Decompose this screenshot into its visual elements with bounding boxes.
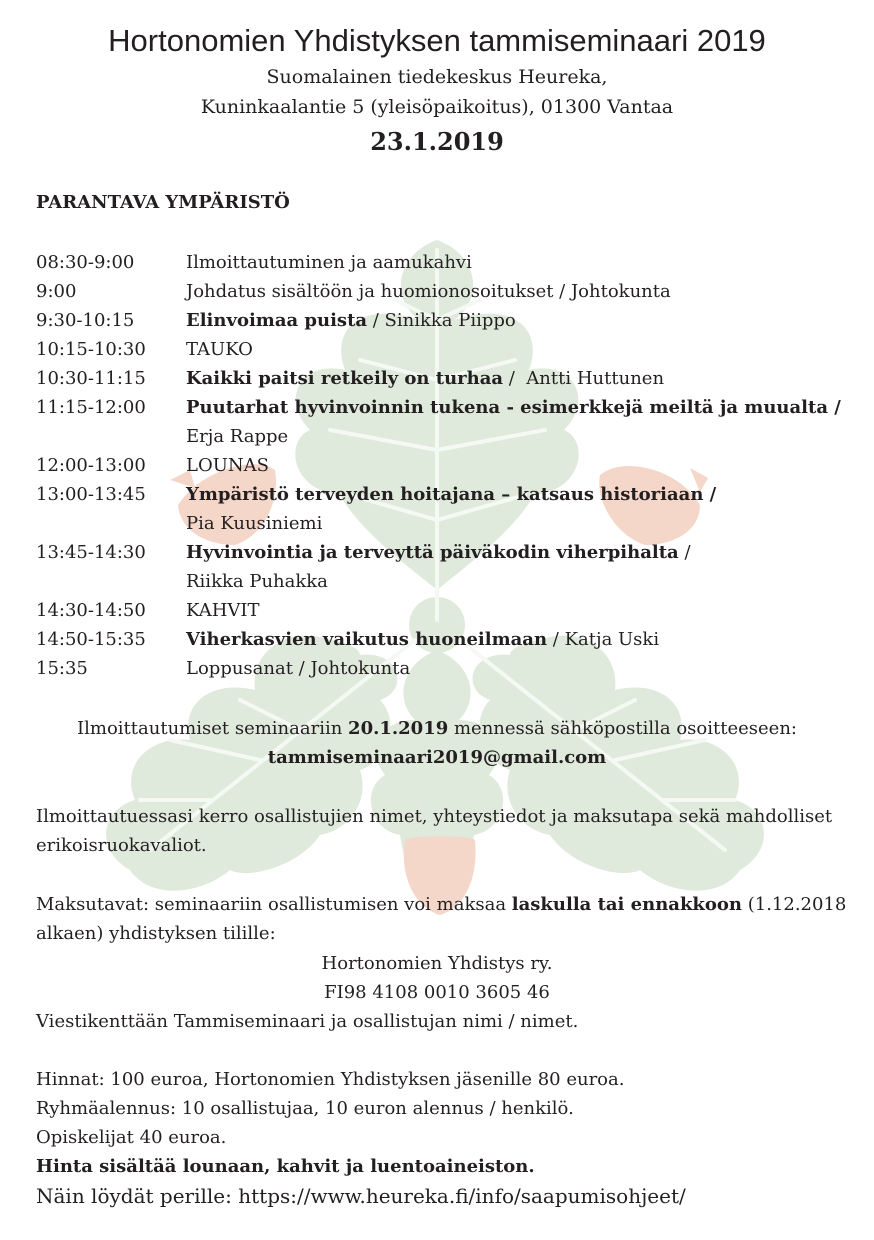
schedule-row: [36, 480, 836, 509]
talk-title: Viherkasvien vaikutus huoneilmaan: [186, 629, 548, 650]
price-line: Opiskelijat 40 euroa.: [36, 1127, 227, 1148]
schedule-row: [36, 654, 836, 683]
schedule-desc: LOUNAS: [186, 455, 269, 476]
schedule-time: 13:45-14:30: [36, 542, 146, 563]
talk-title: Hyvinvointia ja terveyttä päiväkodin viherpihalta: [186, 542, 679, 563]
schedule-desc: TAUKO: [186, 339, 253, 360]
schedule-row-cont: [36, 509, 836, 538]
schedule-row: [36, 393, 841, 422]
payment-message: Viestikenttään Tammiseminaari ja osallistujan nimi / nimet.: [36, 1011, 579, 1032]
document-title: Hortonomien Yhdistyksen tammiseminaari 2019: [108, 23, 766, 58]
payment-line: Maksutavat: seminaariin osallistumisen voi maksaa laskulla tai ennakkoon (1.12.2018: [36, 894, 847, 915]
price-line: Ryhmäalennus: 10 osallistujaa, 10 euron alennus / henkilö.: [36, 1098, 574, 1119]
schedule-desc: Hyvinvointia ja terveyttä päiväkodin viherpihalta /: [186, 542, 691, 563]
schedule-row: [36, 335, 836, 364]
registration-email-link[interactable]: tammiseminaari2019@gmail.com: [267, 747, 607, 768]
directions-link[interactable]: Näin löydät perille: https://www.heureka.fi/info/saapumisohjeet/: [36, 1184, 686, 1208]
speaker: / Sinikka Piippo: [367, 310, 516, 331]
venue-address: Kuninkaalantie 5 (yleisöpaikoitus), 01300 Vantaa: [200, 96, 674, 118]
speaker: Pia Kuusiniemi: [186, 513, 323, 534]
schedule-desc: [186, 306, 516, 335]
account-name: Hortonomien Yhdistys ry.: [321, 953, 553, 974]
venue-name: Suomalainen tiedekeskus Heureka,: [266, 66, 608, 88]
schedule-row: [36, 364, 836, 393]
talk-title: Elinvoimaa puista: [186, 310, 368, 331]
talk-title: Ympäristö terveyden hoitajana – katsaus historiaan /: [186, 484, 717, 505]
schedule-row: [36, 538, 836, 567]
speaker: / Katja Uski: [547, 629, 660, 650]
schedule-desc: Johdatus sisältöön ja huomionosoitukset / Johtokunta: [186, 281, 671, 302]
schedule-row: [36, 248, 836, 277]
talk-title: Puutarhat hyvinvoinnin tukena - esimerkkejä meiltä ja muualta /: [186, 397, 841, 418]
price-line: Hinnat: 100 euroa, Hortonomien Yhdistyksen jäsenille 80 euroa.: [36, 1069, 625, 1090]
price-includes: Hinta sisältää lounaan, kahvit ja luentoaineiston.: [36, 1156, 535, 1177]
schedule-row: [36, 306, 836, 335]
schedule-time: 9:00: [36, 281, 77, 302]
account-iban: FI98 4108 0010 3605 46: [324, 982, 550, 1003]
speaker: / Antti Huttunen: [503, 368, 665, 389]
instructions-line: Ilmoittautuessasi kerro osallistujien nimet, yhteystiedot ja maksutapa sekä mahdolliset: [36, 806, 833, 827]
schedule-time: 13:00-13:45: [36, 484, 146, 505]
event-date: 23.1.2019: [370, 127, 504, 156]
registration-deadline: 20.1.2019: [348, 718, 449, 739]
schedule-time: 15:35: [36, 658, 88, 679]
schedule-time: 10:15-10:30: [36, 339, 146, 360]
schedule-row: [36, 596, 836, 625]
schedule-desc: [186, 364, 664, 393]
schedule-time: 9:30-10:15: [36, 310, 135, 331]
schedule-time: 10:30-11:15: [36, 368, 146, 389]
schedule-time: 14:50-15:35: [36, 629, 146, 650]
schedule-desc: KAHVIT: [186, 600, 260, 621]
schedule-row-cont: [36, 567, 836, 596]
schedule-desc: Loppusanat / Johtokunta: [186, 658, 411, 679]
schedule-time: 14:30-14:50: [36, 600, 146, 621]
schedule-time: 12:00-13:00: [36, 455, 146, 476]
registration-line: Ilmoittautumiset seminaariin 20.1.2019 mennessä sähköpostilla osoitteeseen:: [77, 718, 797, 739]
section-title: PARANTAVA YMPÄRISTÖ: [36, 192, 290, 213]
speaker: Erja Rappe: [186, 426, 289, 447]
speaker: Riikka Puhakka: [186, 571, 328, 592]
schedule-time: 11:15-12:00: [36, 397, 146, 418]
schedule-row-cont: [36, 422, 836, 451]
schedule-row: [36, 451, 836, 480]
schedule-desc: [186, 625, 659, 654]
payment-methods: laskulla tai ennakkoon: [511, 894, 742, 915]
schedule-desc: Ilmoittautuminen ja aamukahvi: [186, 252, 472, 273]
instructions-line: erikoisruokavaliot.: [36, 835, 207, 856]
schedule-desc: [186, 393, 841, 422]
talk-title: Kaikki paitsi retkeily on turhaa: [186, 368, 504, 389]
schedule-row: [36, 277, 836, 306]
payment-line: alkaen) yhdistyksen tilille:: [36, 923, 276, 944]
schedule-time: 08:30-9:00: [36, 252, 135, 273]
schedule-row: [36, 625, 836, 654]
schedule-desc: [186, 480, 716, 509]
